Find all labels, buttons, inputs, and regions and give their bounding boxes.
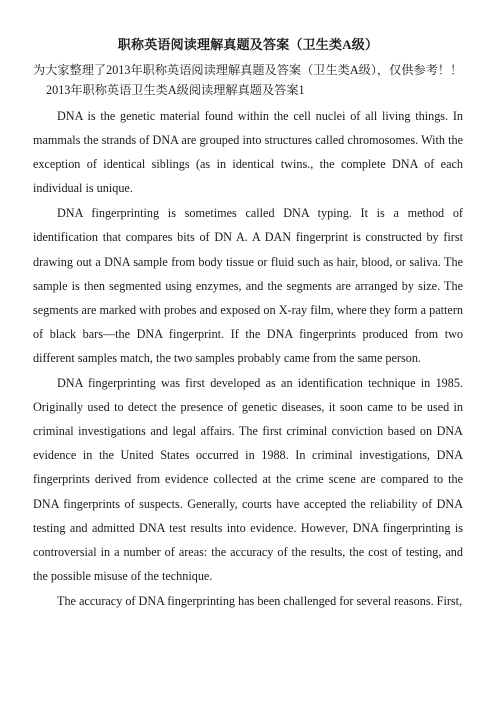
- paragraph-dna-definition: DNA is the genetic material found within the cell nuclei of all living things. In mammals the strands of DNA are grouped into structures called chromosomes. With the exception of identical siblings (as in identical twins., the complete DNA of each individual is unique.: [33, 109, 463, 196]
- paragraph-dna-accuracy: The accuracy of DNA fingerprinting has been challenged for several reasons. First,: [57, 593, 463, 608]
- intro-text: 为大家整理了2013年职称英语阅读理解真题及答案（卫生类A级），仅供参考！！: [33, 63, 463, 77]
- document-title: 职称英语阅读理解真题及答案（卫生类A级）: [117, 37, 379, 52]
- paragraph-dna-history: DNA fingerprinting was first developed as an identification technique in 1985. Originally used to detect the presence of genetic diseases, it soon came to be used in criminal investigations and legal affairs. The first criminal conviction based on DNA evidence in the United States occurred in 1988. In criminal investigations, DNA fingerprints derived from evidence collected at the crime scene are compared to the DNA fingerprints of suspects. Generally, courts have accepted the reliability of DNA testing and admitted DNA test results into evidence. However, DNA fingerprinting is controversial in a number of areas: the accuracy of the results, the cost of testing, and the possible misuse of the technique.: [33, 376, 463, 583]
- section-subheading: 2013年职称英语卫生类A级阅读理解真题及答案1: [46, 83, 305, 97]
- paragraph-dna-fingerprinting: DNA fingerprinting is sometimes called DNA typing. It is a method of identification that compares bits of DN A. A DAN fingerprint is constructed by first drawing out a DNA sample from body tissue or fluid such as hair, blood, or saliva. The sample is then segmented using enzymes, and the segments are arranged by size. The segments are marked with probes and exposed on X-ray film, where they form a pattern of black bars—the DNA fingerprint. If the DNA fingerprints produced from two different samples match, the two samples probably came from the same person.: [33, 206, 463, 365]
